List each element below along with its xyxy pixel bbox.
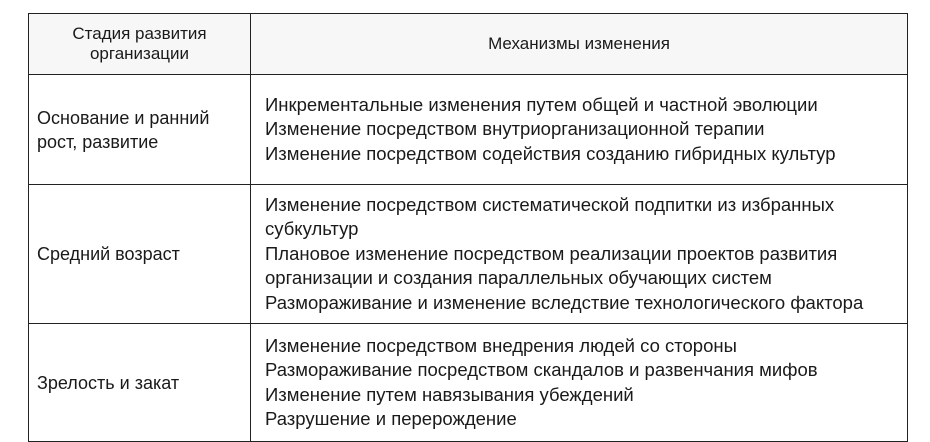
mechanisms-table [28,13,908,442]
stage-label: Средний возраст [37,244,180,265]
mechanism-item: Разрушение и перерождение [265,407,517,429]
stage-cell [29,324,251,442]
stage-label: Зрелость и закат [37,372,180,393]
header-mechanisms-cell [251,14,908,75]
mechanism-item: Размораживание посредством скандалов и развенчания мифов [265,359,818,381]
table-row [29,185,908,324]
stage-label: Основание и ранний рост, развитие [37,107,210,152]
mechanism-item: Инкрементальные изменения путем общей и частной эволюции [265,93,818,115]
mechanism-item: Изменение посредством систематической подпитки из избранных субкультур [265,194,835,240]
mechanism-item: Размораживание и изменение вследствие технологического фактора [265,291,864,313]
header-stage-cell [29,14,251,75]
mechanisms-cell [251,75,908,185]
header-stage: Стадия развития организации [72,24,207,63]
mechanisms-cell [251,185,908,324]
stage-cell [29,185,251,324]
stage-cell [29,75,251,185]
mechanism-item: Изменение путем навязывания убеждений [265,383,634,405]
mechanism-item: Плановое изменение посредством реализации проектов развития организации и создания параллельных обучающих систем [265,242,838,289]
mechanism-item: Изменение посредством внутриорганизационной терапии [265,118,765,140]
mechanisms-cell [251,324,908,442]
header-mechanisms: Механизмы изменения [488,34,670,53]
table-header-row [29,14,908,75]
table-row [29,75,908,185]
table-row [29,324,908,442]
mechanism-item: Изменение посредством внедрения людей со стороны [265,334,737,356]
mechanism-item: Изменение посредством содействия созданию гибридных культур [265,142,836,164]
